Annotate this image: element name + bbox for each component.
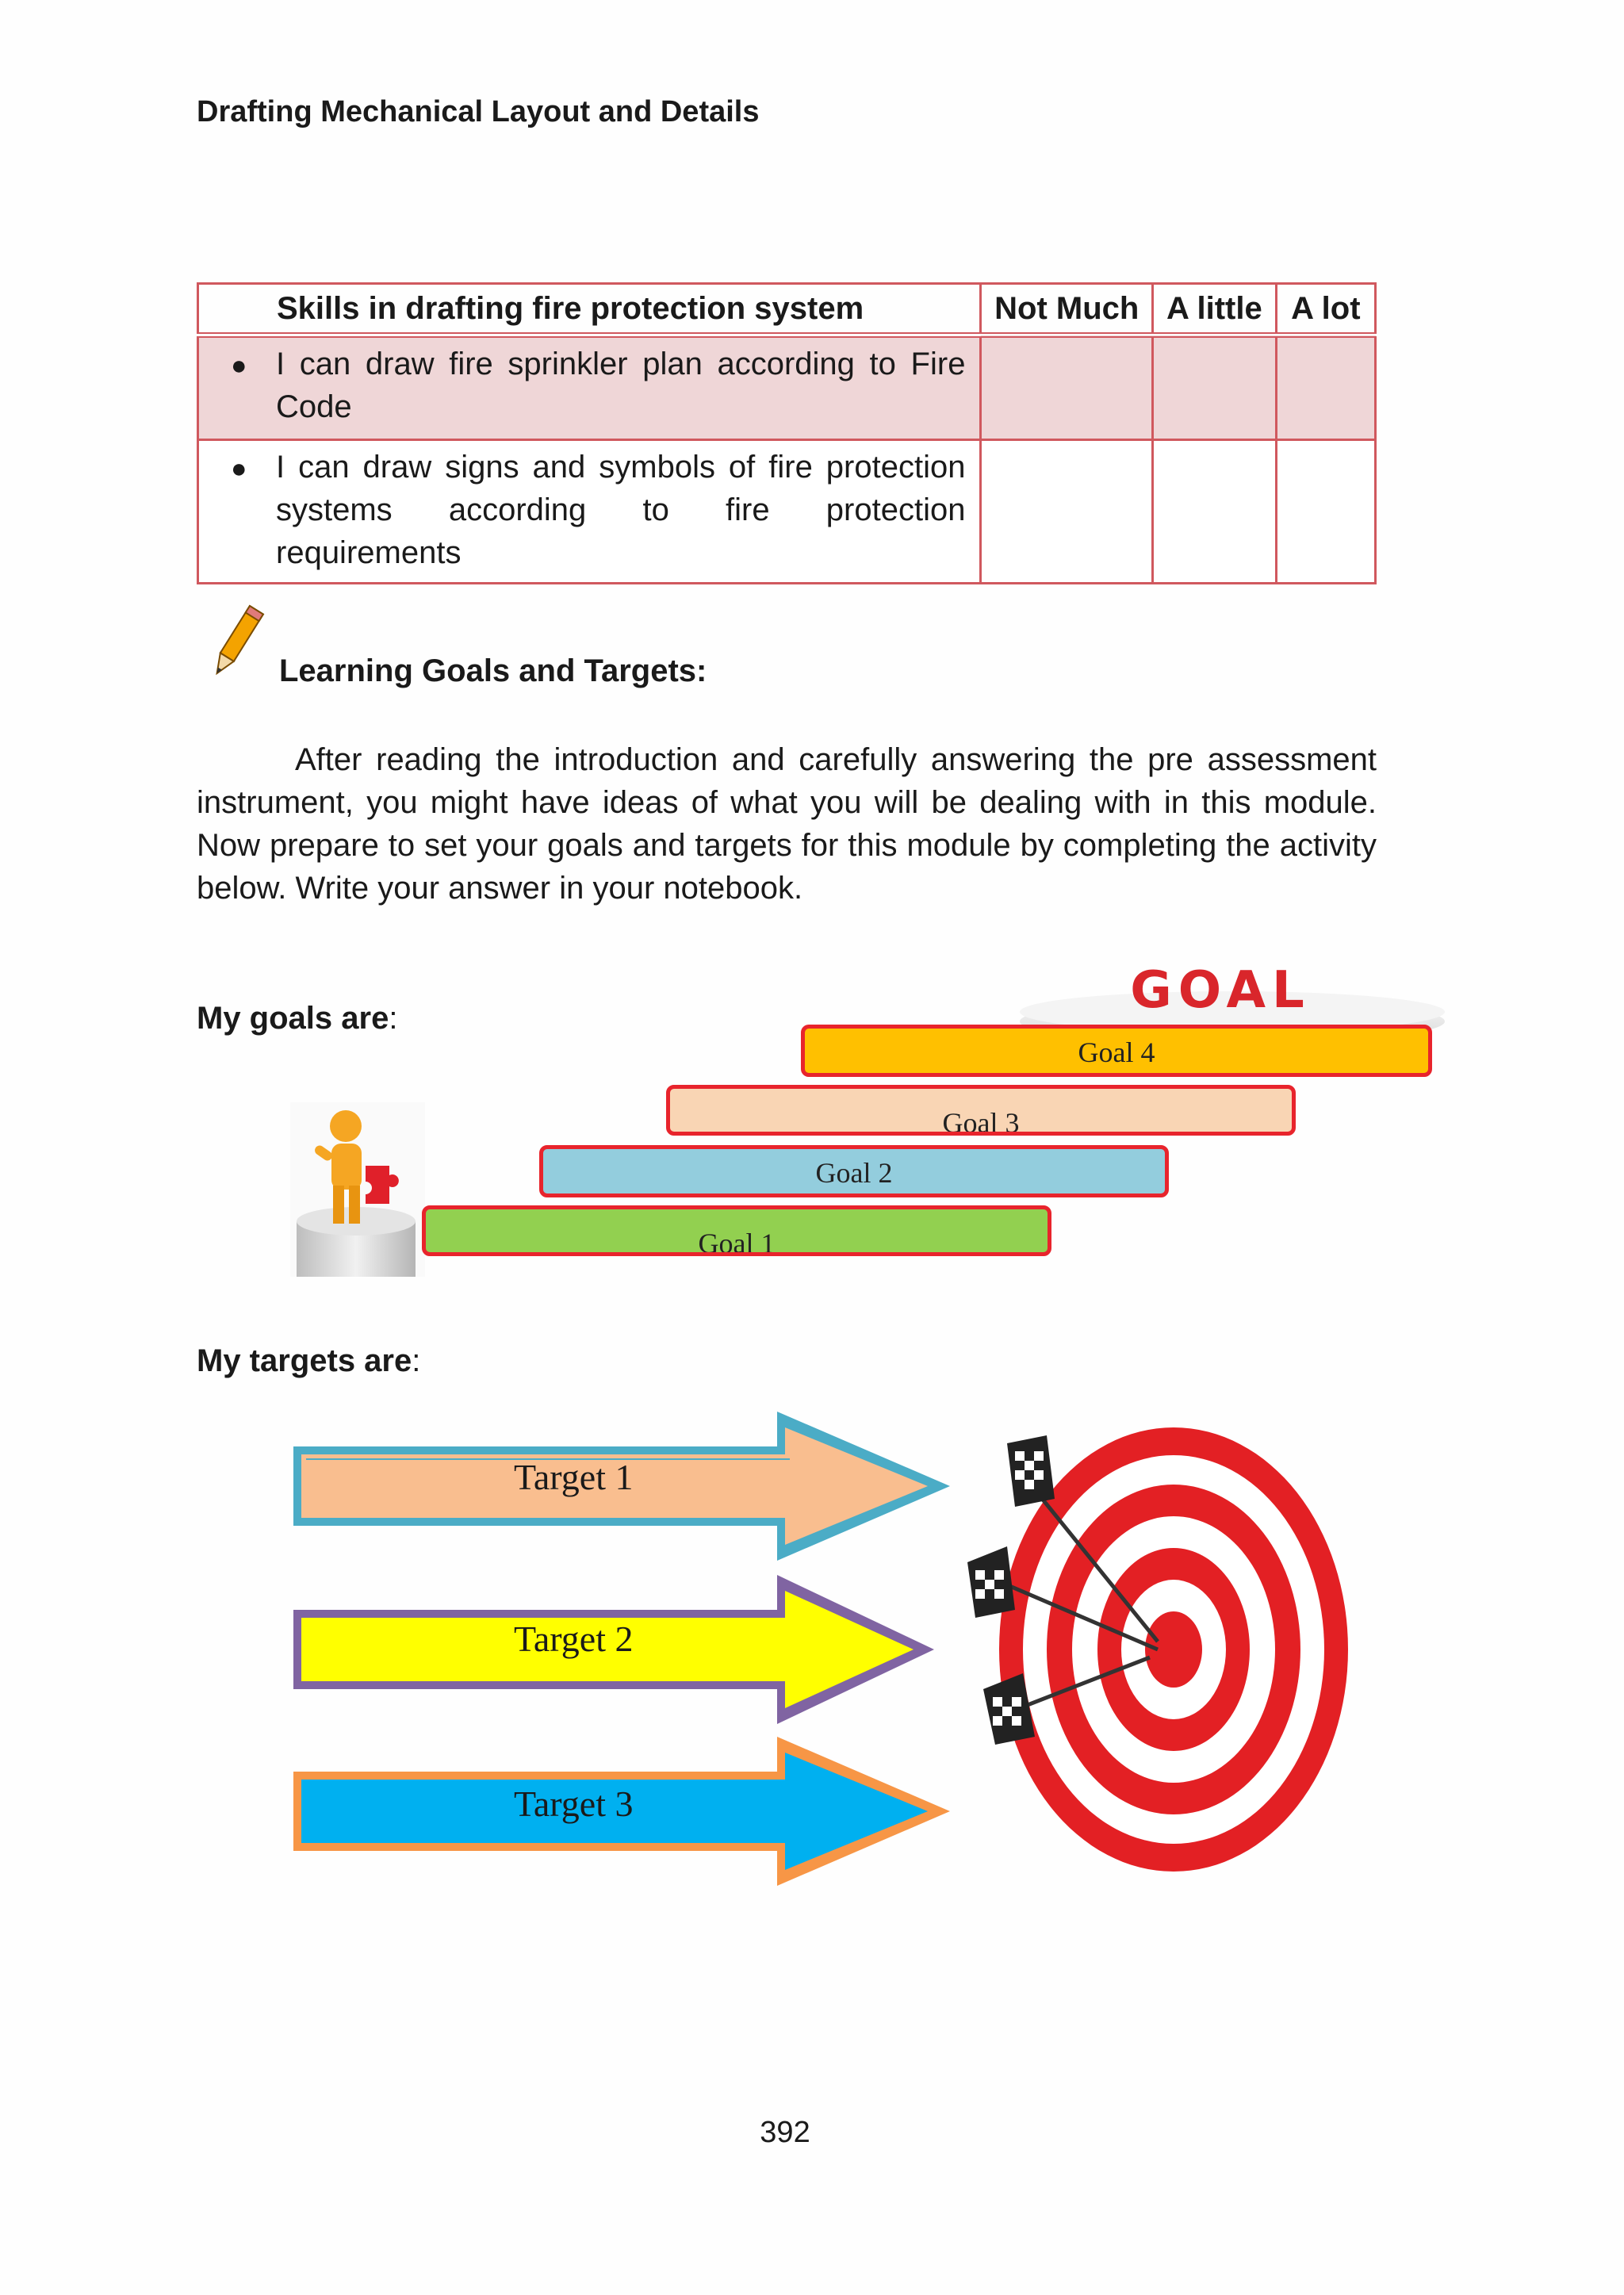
column-header-skills: Skills in drafting fire protection system (198, 284, 981, 335)
goal-label: Goal 1 (698, 1228, 776, 1256)
target-label-3: Target 3 (514, 1784, 634, 1824)
bullet-icon: ● (231, 351, 247, 381)
page-number: 392 (760, 2116, 810, 2149)
goals-label-text: My goals are (197, 1001, 389, 1036)
skill-cell (198, 440, 981, 584)
skill-text-line: I can draw signs and symbols of fire protection (276, 450, 966, 485)
column-header-not-much: Not Much (981, 284, 1153, 335)
targets-label-text: My targets are (197, 1343, 412, 1378)
goal-bar-2 (539, 1145, 1169, 1197)
pencil-icon (205, 601, 268, 684)
rating-cell-not-much[interactable] (981, 440, 1153, 584)
goal-label: Goal 3 (942, 1107, 1020, 1136)
column-header-a-lot: A lot (1276, 284, 1375, 335)
dartboard-image (959, 1412, 1356, 1879)
skill-text-line: requirements (276, 535, 462, 570)
skill-cell (198, 335, 981, 440)
targets-label (197, 1343, 420, 1379)
instructions-text: After reading the introduction and carefully answering the pre assessment instrument, you might have ideas of what you will be dealing with in this module. Now prepare to set your goals and targets for this module by completing the activity below. Write your answer in your notebook. (197, 742, 1377, 906)
goal-badge-text: GOAL (1130, 961, 1311, 1020)
goal-bar-1 (422, 1205, 1051, 1256)
rating-cell-a-lot[interactable] (1276, 440, 1375, 584)
section-title: Learning Goals and Targets: (279, 653, 707, 688)
column-header-a-little: A little (1153, 284, 1277, 335)
running-header: Drafting Mechanical Layout and Details (197, 95, 760, 128)
bullet-icon: ● (231, 454, 247, 484)
goals-label (197, 1001, 397, 1036)
rating-cell-a-little[interactable] (1153, 335, 1277, 440)
goal-label: Goal 4 (1078, 1036, 1155, 1068)
goal-bar-4 (801, 1025, 1432, 1077)
target-label-2: Target 2 (514, 1619, 634, 1659)
goals-label-colon: : (389, 1001, 398, 1036)
targets-label-colon: : (412, 1343, 421, 1378)
rating-cell-not-much[interactable] (981, 335, 1153, 440)
rating-cell-a-lot[interactable] (1276, 335, 1375, 440)
rating-cell-a-little[interactable] (1153, 440, 1277, 584)
table-row (198, 440, 1376, 584)
goal-label: Goal 2 (815, 1157, 893, 1189)
skills-assessment-table (197, 282, 1377, 584)
table-row (198, 335, 1376, 440)
skill-text: I can draw fire sprinkler plan according to Fire Code (276, 347, 966, 424)
goal-bar-3 (666, 1085, 1296, 1136)
instructions-paragraph (197, 738, 1377, 910)
skill-text-line: systems according to fire protection (276, 492, 966, 527)
target-label-1: Target 1 (514, 1457, 634, 1497)
person-puzzle-icon (290, 1102, 425, 1277)
